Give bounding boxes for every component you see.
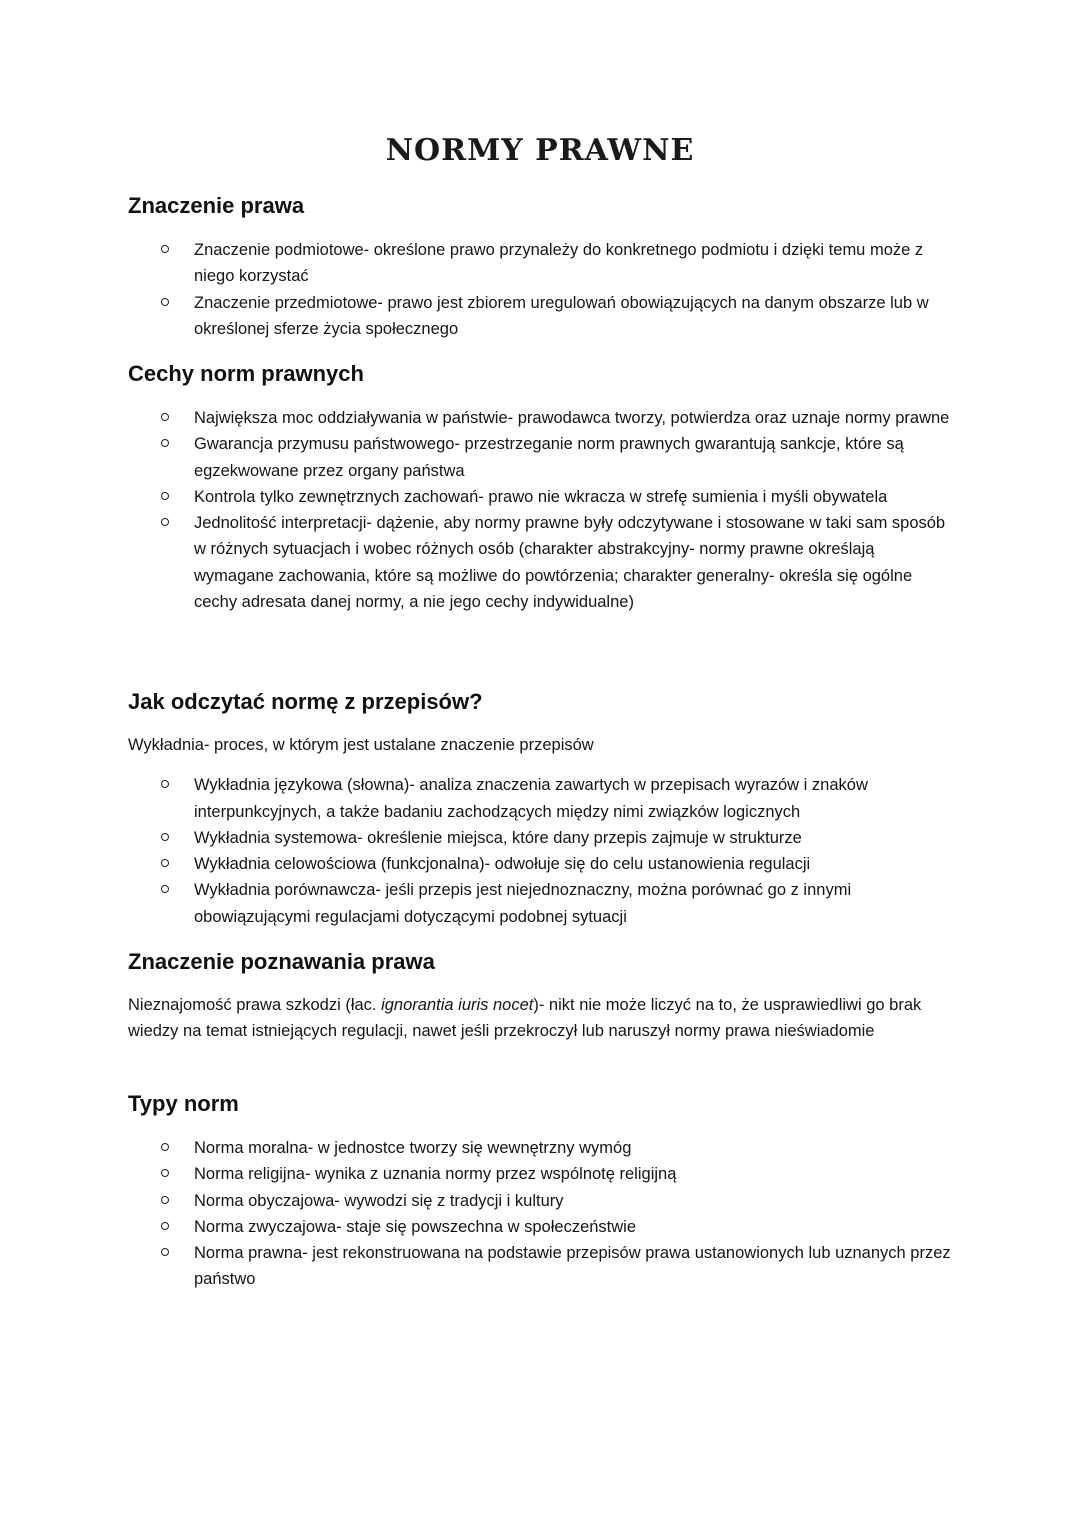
- list-item: [128, 1214, 958, 1240]
- list-item-text: Norma zwyczajowa- staje się powszechna w społeczeństwie: [194, 1217, 637, 1236]
- list-item-text: Wykładnia celowościowa (funkcjonalna)- odwołuje się do celu ustanowienia regulacji: [194, 855, 811, 874]
- section-znaczenie-poznawania: [128, 948, 958, 1045]
- section-paragraph: [128, 992, 958, 1045]
- bullet-circle-icon: [161, 859, 169, 867]
- section-heading: Znaczenie prawa: [128, 193, 305, 218]
- bullet-circle-icon: [161, 298, 169, 306]
- bullet-circle-icon: [161, 518, 169, 526]
- list-item: [128, 1161, 958, 1187]
- bullet-circle-icon: [161, 1248, 169, 1256]
- document-title: NORMY PRAWNE: [385, 133, 695, 168]
- list-item-text: Kontrola tylko zewnętrznych zachowań- prawo nie wkracza w strefę sumienia i myśli obywatela: [194, 487, 888, 506]
- list-item: [128, 237, 958, 290]
- section-heading: Jak odczytać normę z przepisów?: [128, 689, 483, 714]
- list-item: [128, 877, 958, 930]
- section-heading: Znaczenie poznawania prawa: [128, 949, 435, 974]
- bullet-circle-icon: [161, 1222, 169, 1230]
- latin-phrase: ignorantia iuris nocet: [381, 996, 534, 1014]
- list-item-text: Wykładnia porównawcza- jeśli przepis jest niejednoznaczny, można porównać go z innymi obowiązującymi regulacjami dotyczącymi podobnej sytuacji: [194, 881, 852, 926]
- list-item-text: Największa moc oddziaływania w państwie- prawodawca tworzy, potwierdza oraz uznaje normy prawne: [194, 409, 950, 427]
- list-item: [128, 510, 958, 615]
- list-item: [128, 825, 958, 851]
- bullet-list: [128, 237, 958, 342]
- list-item-text: Jednolitość interpretacji- dążenie, aby normy prawne były odczytywane i stosowane w taki sam sposób w różnych sytuacjach i wobec różnych osób (charakter abstrakcyjny- normy prawne określają wymagane zachowania, które są możliwe do powtórzenia; charakter generalny- określa się ogólne cechy adresata danej normy, a nie jego cechy indywidualne): [194, 514, 946, 612]
- list-item: [128, 431, 958, 484]
- list-item: [128, 290, 958, 343]
- section-typy-norm: [128, 1090, 958, 1293]
- list-item-text: Gwarancja przymusu państwowego- przestrzeganie norm prawnych gwarantują sankcje, które są egzekwowane przez organy państwa: [194, 435, 904, 480]
- section-cechy-norm: [128, 360, 958, 615]
- list-item-text: Znaczenie przedmiotowe- prawo jest zbiorem uregulowań obowiązujących na danym obszarze lub w określonej sferze życia społecznego: [194, 293, 929, 338]
- list-item: [128, 484, 958, 510]
- bullet-list: [128, 772, 958, 930]
- list-item-text: Norma moralna- w jednostce tworzy się wewnętrzny wymóg: [194, 1139, 632, 1157]
- bullet-circle-icon: [161, 1169, 169, 1177]
- bullet-list: [128, 405, 958, 615]
- list-item-text: Wykładnia językowa (słowna)- analiza znaczenia zawartych w przepisach wyrazów i znaków interpunkcyjnych, a także badaniu zachodzących między nimi związków logicznych: [194, 776, 868, 821]
- list-item-text: Norma obyczajowa- wywodzi się z tradycji i kultury: [194, 1191, 564, 1210]
- bullet-circle-icon: [161, 1196, 169, 1204]
- list-item-text: Norma religijna- wynika z uznania normy przez wspólnotę religijną: [194, 1165, 677, 1184]
- list-item: [128, 405, 958, 431]
- bullet-list: [128, 1135, 958, 1293]
- bullet-circle-icon: [161, 885, 169, 893]
- bullet-circle-icon: [161, 833, 169, 841]
- list-item-text: Znaczenie podmiotowe- określone prawo przynależy do konkretnego podmiotu i dzięki temu może z niego korzystać: [194, 241, 924, 286]
- section-znaczenie-prawa: [128, 192, 958, 342]
- list-item: [128, 772, 958, 825]
- paragraph-text: )- nikt nie może liczyć na to, że usprawiedliwi go brak wiedzy na temat istniejących regulacji, nawet jeśli przekroczył lub naruszył normy prawa nieświadomie: [128, 996, 922, 1041]
- list-item: [128, 1240, 958, 1293]
- bullet-circle-icon: [161, 413, 169, 421]
- list-item: [128, 851, 958, 877]
- paragraph-text: Nieznajomość prawa szkodzi (łac.: [128, 996, 382, 1014]
- section-intro: Wykładnia- proces, w którym jest ustalane znaczenie przepisów: [128, 736, 594, 754]
- section-heading: Cechy norm prawnych: [128, 361, 364, 386]
- list-item-text: Wykładnia systemowa- określenie miejsca, które dany przepis zajmuje w strukturze: [194, 828, 802, 847]
- section-jak-odczytac: [128, 688, 958, 930]
- list-item: [128, 1188, 958, 1214]
- bullet-circle-icon: [161, 780, 169, 788]
- list-item-text: Norma prawna- jest rekonstruowana na podstawie przepisów prawa ustanowionych lub uznanych przez państwo: [194, 1244, 951, 1289]
- bullet-circle-icon: [161, 492, 169, 500]
- bullet-circle-icon: [161, 245, 169, 253]
- bullet-circle-icon: [161, 439, 169, 447]
- list-item: [128, 1135, 958, 1161]
- bullet-circle-icon: [161, 1143, 169, 1151]
- section-heading: Typy norm: [128, 1091, 239, 1116]
